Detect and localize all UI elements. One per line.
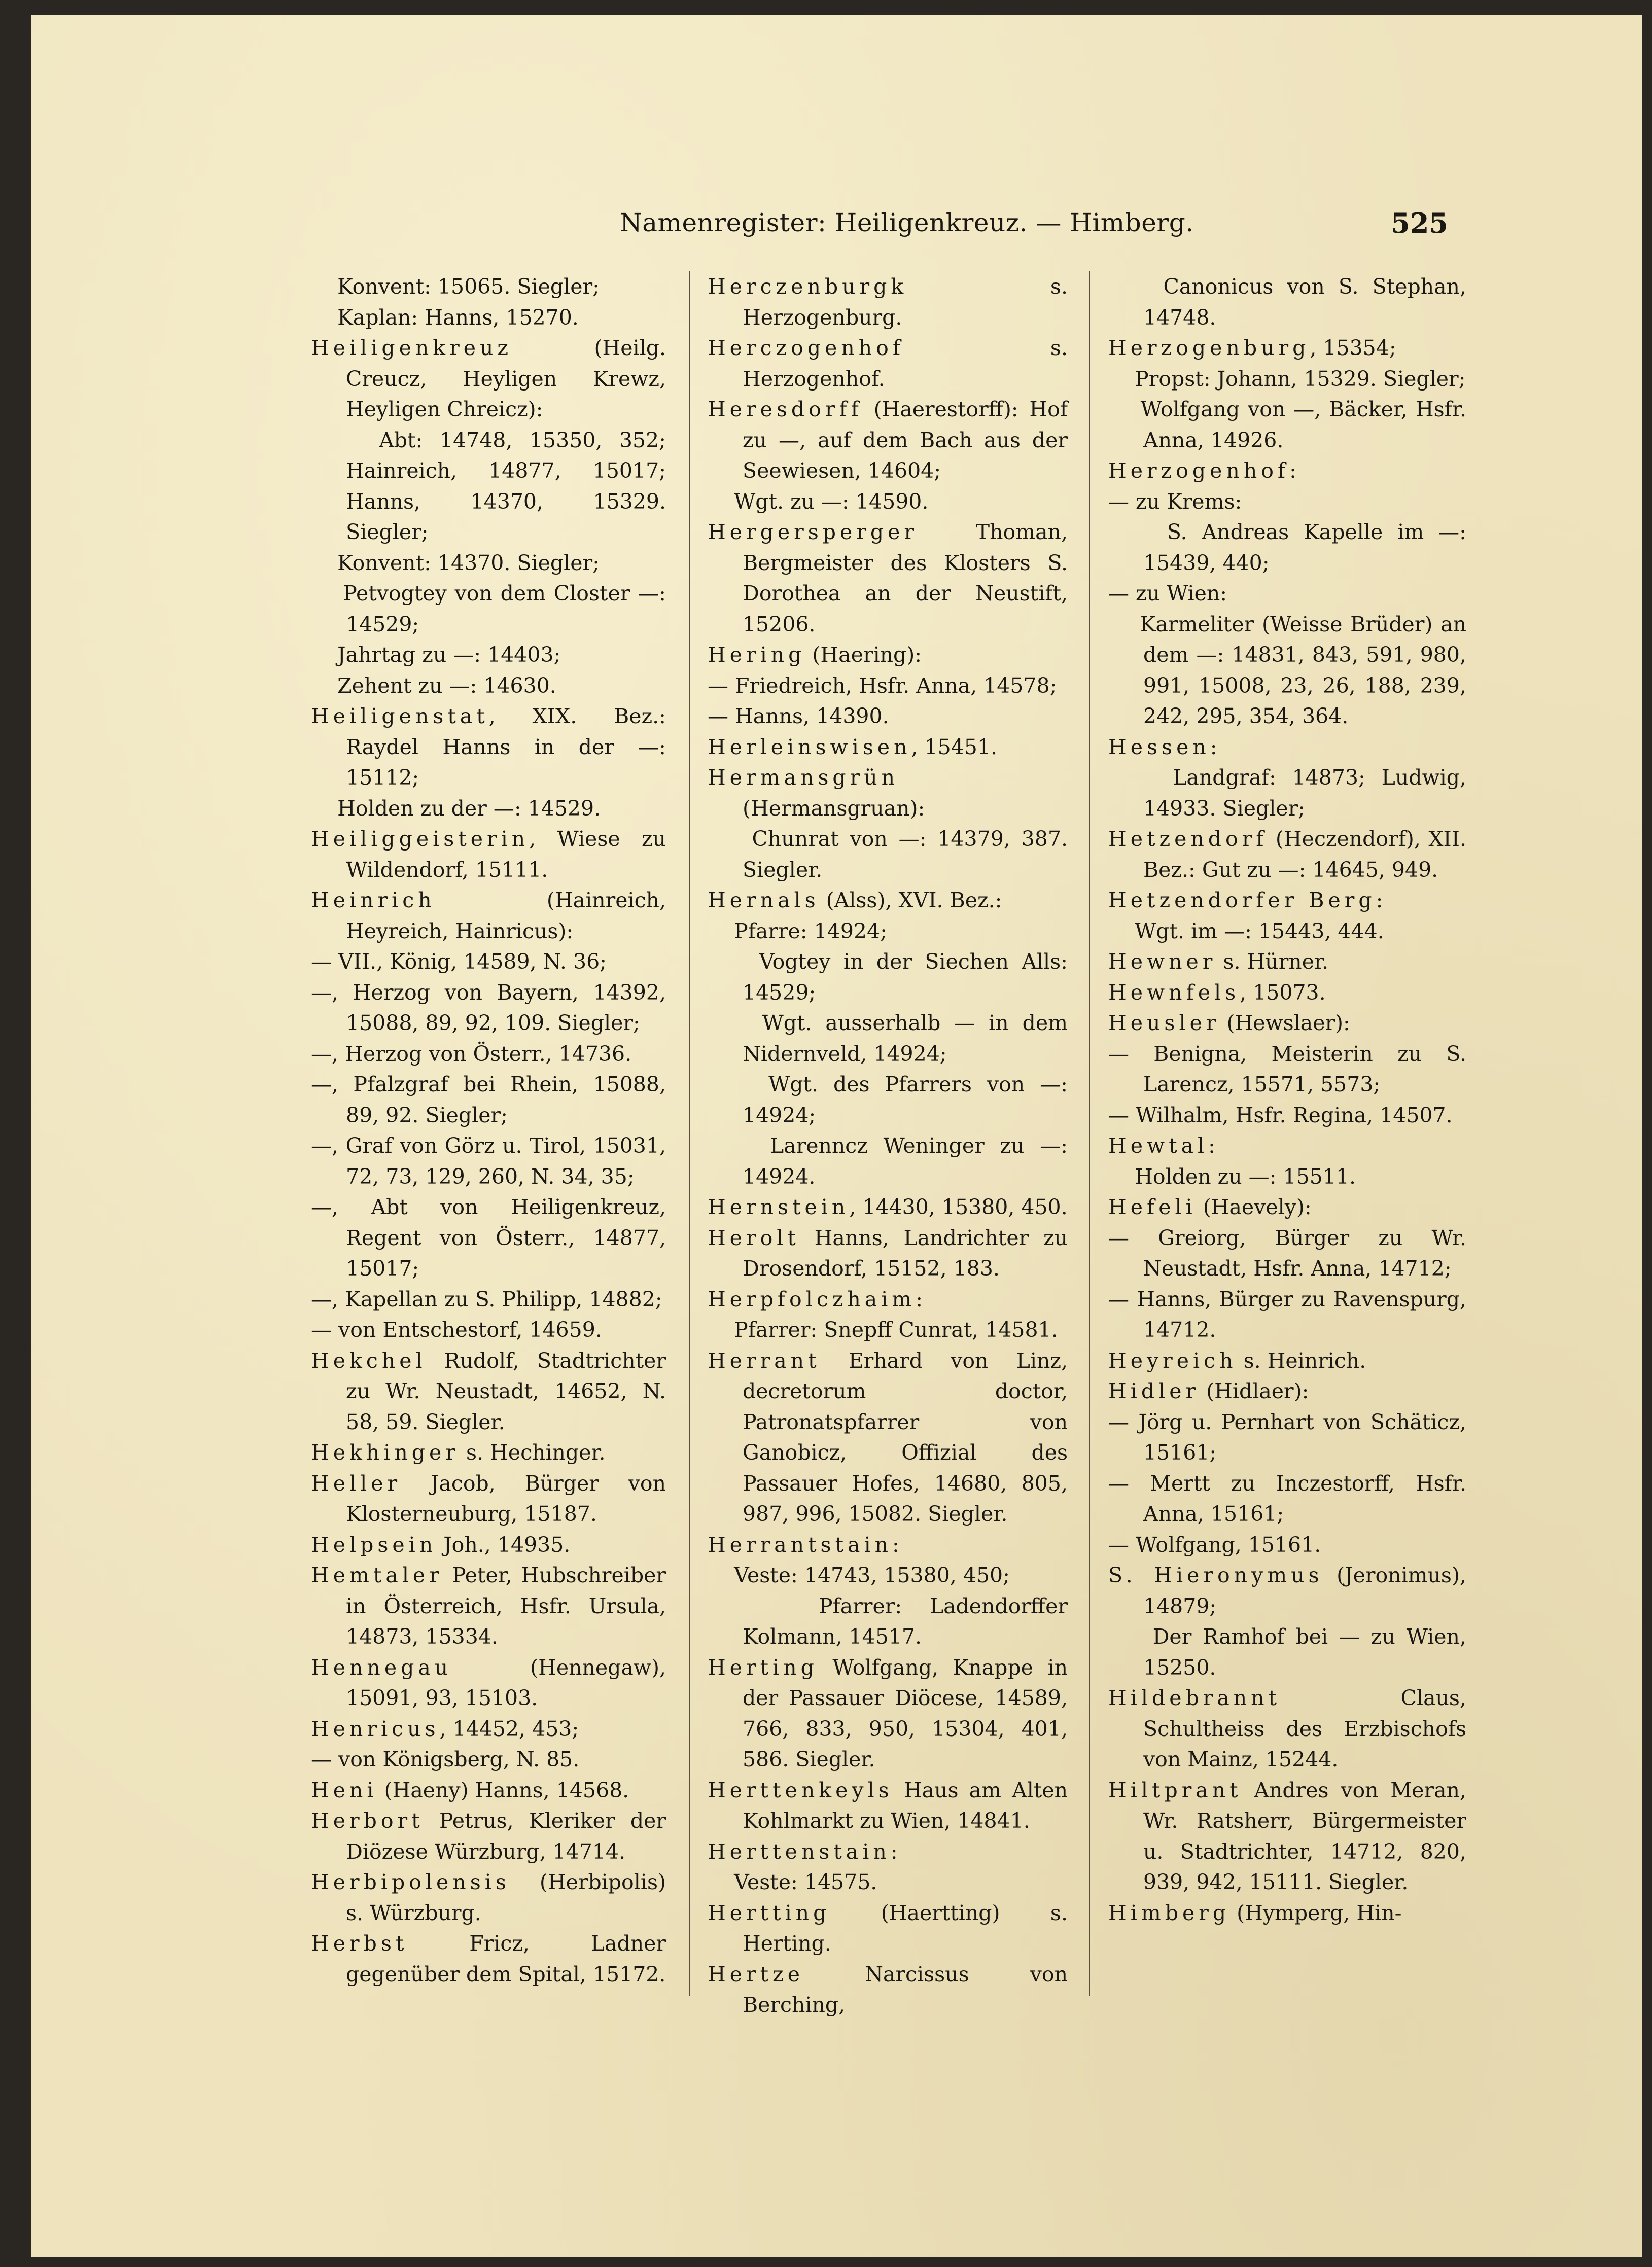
index-entry bbox=[1108, 271, 1473, 333]
entry-text: —, Herzog von Österr., 14736. bbox=[311, 1041, 632, 1066]
entry-text: Narcissus von Berching, bbox=[743, 1962, 1075, 2017]
entry-headword: Herbst bbox=[311, 1931, 408, 1956]
entry-text: Landgraf: 14873; Ludwig, 14933. Siegler; bbox=[1108, 765, 1473, 821]
entry-text: Chunrat von —: 14379, 387. Siegler. bbox=[708, 827, 1075, 882]
entry-text: Jahrtag zu —: 14403; bbox=[311, 643, 561, 667]
index-entry bbox=[1108, 885, 1466, 916]
index-entry bbox=[1108, 394, 1473, 455]
entry-headword: Hemtaler bbox=[311, 1563, 443, 1587]
index-entry bbox=[708, 1775, 1075, 1836]
running-header: Namenregister: Heiligenkreuz. — Himberg. bbox=[620, 208, 1194, 237]
entry-headword: Herpfolczhaim bbox=[708, 1287, 916, 1312]
entry-text: : bbox=[1210, 734, 1217, 759]
index-entry bbox=[1108, 1560, 1473, 1621]
entry-headword: Hekhinger bbox=[311, 1440, 460, 1465]
index-entry bbox=[1108, 1898, 1466, 1929]
index-entry bbox=[708, 824, 1075, 885]
entry-text: (Alss), XVI. Bez.: bbox=[819, 888, 1002, 912]
entry-headword: Heusler bbox=[1108, 1011, 1220, 1035]
index-entry bbox=[1108, 1192, 1466, 1223]
entry-text: Joh., 14935. bbox=[437, 1532, 571, 1557]
index-entry bbox=[311, 1130, 673, 1192]
index-entry bbox=[1108, 1683, 1473, 1775]
index-entry bbox=[311, 1805, 673, 1867]
index-entry bbox=[311, 793, 666, 824]
entry-headword: Heiligenkreuz bbox=[311, 336, 512, 360]
index-entry bbox=[708, 394, 1075, 486]
entry-text: Vogtey in der Siechen Alls: 14529; bbox=[708, 949, 1075, 1005]
index-entry bbox=[708, 1867, 1068, 1898]
entry-headword: Heyreich bbox=[1108, 1348, 1237, 1373]
entry-text: Konvent: 14370. Siegler; bbox=[311, 550, 600, 575]
entry-text: Wolfgang von —, Bäcker, Hsfr. Anna, 14926. bbox=[1108, 397, 1473, 452]
entry-text: Der Ramhof bei — zu Wien, 15250. bbox=[1108, 1624, 1473, 1680]
entry-text: Peter, Hubschreiber in Österreich, Hsfr. Ursula, 14873, 15334. bbox=[346, 1563, 673, 1649]
entry-text: — Benigna, Meisterin zu S. Larencz, 15571, 5573; bbox=[1108, 1041, 1473, 1096]
entry-text: —, Herzog von Bayern, 14392, 15088, 89, 92, 109. Siegler; bbox=[311, 980, 673, 1035]
entry-text: — Jörg u. Pernhart von Schäticz, 15161; bbox=[1108, 1409, 1473, 1465]
entry-text: Larenncz Weninger zu —: 14924. bbox=[708, 1134, 1075, 1189]
index-entry bbox=[1108, 1039, 1473, 1100]
entry-text: Wolfgang, Knappe in der Passauer Diöcese, 14589, 766, 833, 950, 15304, 401, 586. Siegler. bbox=[743, 1655, 1075, 1772]
index-entry bbox=[311, 578, 673, 640]
entry-text: Holden zu —: 15511. bbox=[1108, 1164, 1356, 1189]
index-entry bbox=[708, 271, 1075, 333]
entry-text: Propst: Johann, 15329. Siegler; bbox=[1108, 366, 1466, 391]
entry-text: (Haertting) s. Herting. bbox=[743, 1900, 1075, 1956]
index-entry bbox=[708, 670, 1068, 701]
index-entry bbox=[311, 1928, 673, 1990]
entry-headword: Hering bbox=[708, 643, 806, 667]
index-entry bbox=[311, 1560, 673, 1652]
index-entry bbox=[311, 977, 673, 1039]
index-entry bbox=[708, 486, 1068, 517]
index-entry bbox=[708, 640, 1068, 670]
entry-headword: Hildebrannt bbox=[1108, 1686, 1281, 1710]
index-entry bbox=[708, 1315, 1068, 1345]
entry-text: Wgt. zu —: 14590. bbox=[708, 489, 929, 514]
entry-text: s. Hürner. bbox=[1216, 949, 1329, 974]
entry-text: , 15073. bbox=[1240, 980, 1326, 1005]
entry-text: : bbox=[890, 1839, 898, 1864]
entry-text: : bbox=[1208, 1134, 1215, 1158]
entry-text: (Hewslaer): bbox=[1220, 1011, 1350, 1035]
entry-headword: Herttenkeyls bbox=[708, 1778, 893, 1802]
index-entry bbox=[708, 1591, 1075, 1652]
entry-text: (Hermansgruan): bbox=[743, 765, 925, 821]
index-entry bbox=[1108, 1223, 1473, 1284]
entry-text: Pfarrer: Ladendorffer Kolmann, 14517. bbox=[708, 1593, 1075, 1649]
index-entry bbox=[1108, 824, 1473, 885]
index-entry bbox=[311, 271, 666, 302]
index-entry bbox=[311, 946, 666, 977]
index-entry bbox=[311, 1039, 666, 1070]
entry-text: — zu Krems: bbox=[1108, 489, 1242, 514]
entry-text: (Hennegaw), 15091, 93, 15103. bbox=[346, 1655, 673, 1710]
entry-headword: Herbipolensis bbox=[311, 1870, 510, 1894]
index-entry bbox=[708, 701, 1068, 732]
column-divider bbox=[689, 271, 690, 1996]
index-entry bbox=[1108, 1407, 1473, 1468]
entry-text: — Wilhalm, Hsfr. Regina, 14507. bbox=[1108, 1103, 1453, 1127]
index-entry bbox=[1108, 1008, 1466, 1039]
entry-headword: Hernals bbox=[708, 888, 820, 912]
index-entry bbox=[708, 1192, 1068, 1223]
entry-text: — Mertt zu Inczestorff, Hsfr. Anna, 15161; bbox=[1108, 1471, 1473, 1526]
column-divider bbox=[1089, 271, 1090, 1996]
index-entry bbox=[311, 425, 673, 548]
index-entry bbox=[708, 732, 1068, 763]
entry-text: (Hainreich, Heyreich, Hainricus): bbox=[346, 888, 673, 943]
entry-text: — Wolfgang, 15161. bbox=[1108, 1532, 1321, 1557]
index-entry bbox=[708, 1008, 1075, 1069]
entry-text: Konvent: 15065. Siegler; bbox=[311, 274, 600, 299]
entry-text: Pfarre: 14924; bbox=[708, 918, 887, 943]
entry-text: — Greiorg, Bürger zu Wr. Neustadt, Hsfr. Anna, 14712; bbox=[1108, 1225, 1473, 1281]
entry-text: Veste: 14575. bbox=[708, 1870, 877, 1894]
entry-headword: Hewtal bbox=[1108, 1134, 1209, 1158]
index-entry bbox=[311, 1652, 673, 1714]
index-entry bbox=[1108, 1130, 1466, 1161]
index-entry bbox=[1108, 762, 1473, 824]
index-entry bbox=[1108, 1345, 1466, 1376]
index-entry bbox=[1108, 1376, 1466, 1407]
index-column-3 bbox=[1108, 271, 1473, 1928]
entry-text: Abt: 14748, 15350, 352; Hainreich, 14877, 15017; Hanns, 14370, 15329. Siegler; bbox=[311, 428, 673, 544]
index-entry bbox=[1108, 517, 1473, 578]
index-entry bbox=[311, 670, 666, 701]
entry-text: s. Heinrich. bbox=[1237, 1348, 1366, 1373]
entry-text: Jacob, Bürger von Klosterneuburg, 15187. bbox=[346, 1471, 673, 1526]
index-entry bbox=[311, 1468, 673, 1530]
entry-text: (Herbipolis) s. Würzburg. bbox=[346, 1870, 673, 1925]
entry-text: s. Herzogenhof. bbox=[743, 336, 1075, 391]
index-entry bbox=[1108, 1284, 1473, 1345]
entry-text: — Hanns, 14390. bbox=[708, 704, 889, 728]
entry-text: Veste: 14743, 15380, 450; bbox=[708, 1563, 1010, 1587]
index-entry bbox=[708, 946, 1075, 1008]
entry-text: (Heilg. Creucz, Heyligen Krewz, Heyligen Chreicz): bbox=[346, 336, 673, 421]
entry-headword: Hertting bbox=[708, 1900, 831, 1925]
entry-text: , 15354; bbox=[1310, 336, 1396, 360]
entry-text: Andres von Meran, Wr. Ratsherr, Bürgermeister u. Stadtrichter, 14712, 820, 939, 942, 15111. Siegler. bbox=[1143, 1778, 1473, 1894]
entry-headword: Hiltprant bbox=[1108, 1778, 1242, 1802]
entry-headword: Hessen bbox=[1108, 734, 1210, 759]
entry-headword: Hermansgrün bbox=[708, 765, 899, 790]
entry-headword: Herrantstain bbox=[708, 1532, 893, 1557]
entry-text: (Haeny) Hanns, 14568. bbox=[377, 1778, 629, 1802]
index-column-1 bbox=[311, 271, 673, 1990]
entry-text: —, Pfalzgraf bei Rhein, 15088, 89, 92. Siegler; bbox=[311, 1072, 673, 1127]
index-entry bbox=[1108, 578, 1466, 609]
entry-headword: Heiliggeisterin bbox=[311, 827, 530, 851]
index-entry bbox=[1108, 1530, 1466, 1561]
index-entry bbox=[708, 885, 1068, 916]
index-entry bbox=[708, 1130, 1075, 1192]
entry-text: Wgt. des Pfarrers von —: 14924; bbox=[708, 1072, 1075, 1127]
index-entry bbox=[708, 1898, 1075, 1959]
entry-text: Erhard von Linz, decretorum doctor, Patronatspfarrer von Ganobicz, Offizial des Passauer Hofes, 14680, 805, 987, 996, 15082. Siegler. bbox=[743, 1348, 1075, 1526]
entry-headword: Hewner bbox=[1108, 949, 1217, 974]
index-entry bbox=[311, 1069, 673, 1130]
entry-text: : bbox=[1289, 458, 1296, 483]
index-entry bbox=[1108, 333, 1466, 364]
entry-text: —, Graf von Görz u. Tirol, 15031, 72, 73, 129, 260, N. 34, 35; bbox=[311, 1134, 673, 1189]
entry-text: — zu Wien: bbox=[1108, 581, 1227, 606]
entry-headword: Hewnfels bbox=[1108, 980, 1240, 1005]
entry-text: Petvogtey von dem Closter —: 14529; bbox=[311, 581, 673, 636]
index-entry bbox=[708, 1836, 1068, 1867]
entry-text: Holden zu der —: 14529. bbox=[311, 796, 601, 821]
index-entry bbox=[311, 640, 666, 670]
entry-text: , 14452, 453; bbox=[439, 1716, 579, 1741]
entry-headword: Herolt bbox=[708, 1225, 800, 1250]
index-entry bbox=[708, 762, 1068, 824]
entry-text: Canonicus von S. Stephan, 14748. bbox=[1108, 274, 1473, 330]
entry-headword: Hekchel bbox=[311, 1348, 427, 1373]
index-entry bbox=[311, 1744, 666, 1775]
entry-text: Zehent zu —: 14630. bbox=[311, 673, 556, 698]
entry-headword: Hetzendorf bbox=[1108, 827, 1268, 851]
entry-headword: Hergersperger bbox=[708, 520, 918, 544]
entry-text: , 15451. bbox=[911, 734, 998, 759]
entry-text: (Heczendorf), XII. Bez.: Gut zu —: 14645, 949. bbox=[1143, 827, 1473, 882]
index-entry bbox=[708, 1223, 1075, 1284]
entry-text: —, Abt von Heiligenkreuz, Regent von Österr., 14877, 15017; bbox=[311, 1195, 673, 1281]
entry-text: , 14430, 15380, 450. bbox=[849, 1195, 1068, 1219]
entry-headword: Herzogenhof bbox=[1108, 458, 1290, 483]
document-page bbox=[31, 15, 1642, 2257]
entry-text: S. Andreas Kapelle im —: 15439, 440; bbox=[1108, 520, 1473, 575]
index-entry bbox=[1108, 486, 1466, 517]
entry-text: : bbox=[916, 1287, 923, 1312]
index-entry bbox=[1108, 732, 1466, 763]
index-entry bbox=[311, 1315, 666, 1345]
entry-headword: Himberg bbox=[1108, 1900, 1231, 1925]
index-entry bbox=[1108, 1100, 1466, 1131]
entry-text: s. Herzogenburg. bbox=[743, 274, 1075, 330]
index-entry bbox=[311, 885, 673, 946]
index-entry bbox=[311, 548, 666, 579]
entry-headword: Heresdorff bbox=[708, 397, 863, 421]
index-entry bbox=[708, 1284, 1068, 1315]
entry-text: Haus am Alten Kohlmarkt zu Wien, 14841. bbox=[743, 1778, 1075, 1833]
entry-text: Claus, Schultheiss des Erzbischofs von Mainz, 15244. bbox=[1143, 1686, 1473, 1772]
entry-headword: Henricus bbox=[311, 1716, 440, 1741]
index-entry bbox=[708, 1345, 1075, 1530]
entry-headword: Hefeli bbox=[1108, 1195, 1197, 1219]
entry-text: Hanns, Landrichter zu Drosendorf, 15152, 183. bbox=[743, 1225, 1075, 1281]
index-entry bbox=[311, 1437, 666, 1468]
entry-text: (Jeronimus), 14879; bbox=[1143, 1563, 1473, 1618]
index-column-2 bbox=[708, 271, 1075, 2021]
index-entry bbox=[311, 1867, 673, 1928]
index-entry bbox=[311, 1345, 673, 1438]
entry-text: : bbox=[1376, 888, 1383, 912]
index-entry bbox=[1108, 946, 1466, 977]
index-entry bbox=[311, 333, 673, 425]
index-entry bbox=[311, 1284, 666, 1315]
index-entry bbox=[708, 1560, 1068, 1591]
entry-text: Wgt. im —: 15443, 444. bbox=[1108, 918, 1384, 943]
entry-text: Fricz, Ladner gegenüber dem Spital, 15172. bbox=[346, 1931, 673, 1987]
index-entry bbox=[311, 701, 673, 793]
index-entry bbox=[1108, 1468, 1473, 1530]
index-entry bbox=[311, 1714, 666, 1745]
entry-text: (Haerestorff): Hof zu —, auf dem Bach aus der Seewiesen, 14604; bbox=[743, 397, 1075, 483]
entry-text: Kaplan: Hanns, 15270. bbox=[311, 305, 579, 330]
index-entry bbox=[1108, 1161, 1466, 1192]
entry-headword: S. Hieronymus bbox=[1108, 1563, 1323, 1587]
entry-headword: Heinrich bbox=[311, 888, 436, 912]
entry-headword: Helpsein bbox=[311, 1532, 437, 1557]
index-entry bbox=[708, 333, 1075, 394]
entry-headword: Hetzendorfer Berg bbox=[1108, 888, 1376, 912]
entry-text: Wgt. ausserhalb — in dem Nidernveld, 14924; bbox=[708, 1011, 1075, 1066]
entry-text: , Wiese zu Wildendorf, 15111. bbox=[346, 827, 673, 882]
entry-text: Petrus, Kleriker der Diözese Würzburg, 14714. bbox=[346, 1809, 673, 1864]
entry-headword: Heller bbox=[311, 1471, 402, 1496]
index-entry bbox=[1108, 977, 1466, 1008]
entry-headword: Hernstein bbox=[708, 1195, 850, 1219]
entry-headword: Herttenstain bbox=[708, 1839, 891, 1864]
index-entry bbox=[1108, 1621, 1473, 1683]
entry-headword: Hennegau bbox=[311, 1655, 452, 1680]
page-number: 525 bbox=[1391, 207, 1448, 239]
index-entry bbox=[708, 916, 1068, 947]
entry-headword: Herleinswisen bbox=[708, 734, 911, 759]
index-entry bbox=[1108, 455, 1466, 486]
index-entry bbox=[311, 1530, 666, 1561]
entry-headword: Herrant bbox=[708, 1348, 821, 1373]
entry-text: (Hidlaer): bbox=[1200, 1379, 1309, 1403]
entry-text: — Hanns, Bürger zu Ravenspurg, 14712. bbox=[1108, 1287, 1473, 1342]
entry-text: , XIX. Bez.: Raydel Hanns in der —: 15112; bbox=[346, 704, 673, 790]
entry-headword: Hidler bbox=[1108, 1379, 1200, 1403]
entry-text: Pfarrer: Snepff Cunrat, 14581. bbox=[708, 1318, 1058, 1342]
index-entry bbox=[1108, 609, 1473, 732]
index-entry bbox=[1108, 1775, 1473, 1898]
entry-headword: Heni bbox=[311, 1778, 378, 1802]
entry-text: —, Kapellan zu S. Philipp, 14882; bbox=[311, 1287, 662, 1312]
entry-text: s. Hechinger. bbox=[459, 1440, 606, 1465]
entry-text: (Haevely): bbox=[1196, 1195, 1312, 1219]
entry-text: Rudolf, Stadtrichter zu Wr. Neustadt, 14652, N. 58, 59. Siegler. bbox=[346, 1348, 673, 1434]
entry-headword: Hertze bbox=[708, 1962, 804, 1987]
index-entry bbox=[708, 517, 1075, 640]
index-entry bbox=[708, 1652, 1075, 1775]
entry-headword: Herting bbox=[708, 1655, 818, 1680]
entry-headword: Herczogenhof bbox=[708, 336, 905, 360]
entry-text: — VII., König, 14589, N. 36; bbox=[311, 949, 607, 974]
entry-text: — von Entschestorf, 14659. bbox=[311, 1318, 602, 1342]
entry-text: : bbox=[892, 1532, 899, 1557]
index-entry bbox=[708, 1069, 1075, 1130]
index-entry bbox=[311, 1775, 666, 1806]
entry-text: (Hymperg, Hin- bbox=[1230, 1900, 1402, 1925]
index-entry bbox=[1108, 916, 1466, 947]
entry-headword: Heiligenstat bbox=[311, 704, 489, 728]
index-entry bbox=[311, 824, 673, 885]
index-entry bbox=[708, 1959, 1075, 2021]
index-entry bbox=[311, 1192, 673, 1284]
entry-text: (Haering): bbox=[805, 643, 922, 667]
index-entry bbox=[1108, 364, 1466, 395]
entry-text: — Friedreich, Hsfr. Anna, 14578; bbox=[708, 673, 1057, 698]
entry-text: Karmeliter (Weisse Brüder) an dem —: 14831, 843, 591, 980, 991, 15008, 23, 26, 188, 239, 242, 295, 354, 364. bbox=[1108, 612, 1473, 728]
entry-text: Thoman, Bergmeister des Klosters S. Dorothea an der Neustift, 15206. bbox=[743, 520, 1075, 636]
entry-headword: Herczenburgk bbox=[708, 274, 908, 299]
entry-text: — von Königsberg, N. 85. bbox=[311, 1747, 580, 1772]
entry-headword: Herbort bbox=[311, 1809, 424, 1833]
entry-headword: Herzogenburg bbox=[1108, 336, 1310, 360]
index-entry bbox=[708, 1530, 1068, 1561]
index-entry bbox=[311, 302, 666, 333]
